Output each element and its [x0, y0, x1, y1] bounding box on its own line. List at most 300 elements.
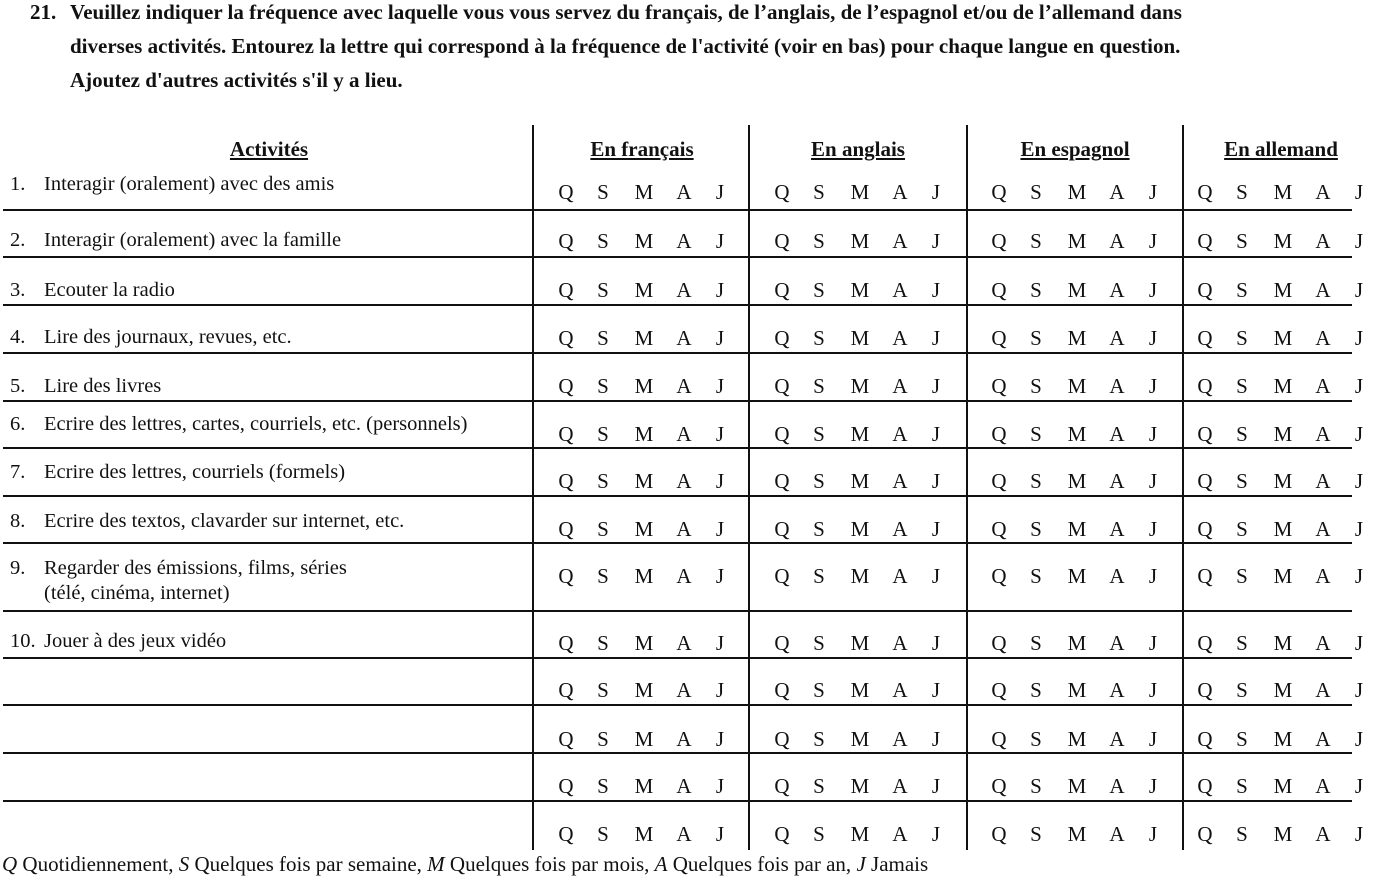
frequency-option-j[interactable]: J: [1148, 678, 1158, 702]
activity-label: [10, 278, 175, 303]
frequency-option-a[interactable]: A: [676, 678, 692, 702]
frequency-option-j[interactable]: J: [715, 564, 725, 588]
frequency-option-a[interactable]: A: [1109, 822, 1125, 846]
frequency-option-m[interactable]: M: [634, 564, 654, 588]
frequency-option-a[interactable]: A: [676, 229, 692, 253]
activity-number: 1.: [10, 173, 26, 195]
frequency-option-q[interactable]: Q: [991, 422, 1007, 446]
frequency-option-q[interactable]: Q: [558, 278, 574, 302]
legend-text: Quotidiennement,: [17, 852, 179, 876]
frequency-option-s[interactable]: S: [597, 229, 609, 253]
frequency-option-s[interactable]: S: [597, 564, 609, 588]
frequency-option-a[interactable]: A: [892, 469, 908, 493]
activity-label: [10, 509, 404, 534]
frequency-option-q[interactable]: Q: [991, 727, 1007, 751]
frequency-option-m[interactable]: M: [634, 278, 654, 302]
frequency-option-m[interactable]: M: [634, 422, 654, 446]
frequency-option-j[interactable]: J: [1354, 517, 1364, 541]
frequency-option-a[interactable]: A: [1109, 180, 1125, 204]
frequency-option-m[interactable]: M: [634, 774, 654, 798]
frequency-option-s[interactable]: S: [813, 631, 825, 655]
frequency-option-m[interactable]: M: [1067, 180, 1087, 204]
frequency-option-q[interactable]: Q: [1197, 631, 1213, 655]
frequency-option-s[interactable]: S: [1030, 422, 1042, 446]
frequency-option-m[interactable]: M: [1067, 517, 1087, 541]
row-divider: [3, 495, 1352, 497]
frequency-option-q[interactable]: Q: [774, 278, 790, 302]
frequency-option-j[interactable]: J: [931, 180, 941, 204]
frequency-option-s[interactable]: S: [597, 774, 609, 798]
frequency-option-s[interactable]: S: [1030, 517, 1042, 541]
frequency-option-s[interactable]: S: [1030, 180, 1042, 204]
frequency-option-s[interactable]: S: [1030, 564, 1042, 588]
frequency-option-s[interactable]: S: [1236, 517, 1248, 541]
frequency-option-q[interactable]: Q: [991, 678, 1007, 702]
frequency-option-s[interactable]: S: [1030, 469, 1042, 493]
frequency-option-m[interactable]: M: [1067, 631, 1087, 655]
frequency-option-m[interactable]: M: [1067, 229, 1087, 253]
frequency-option-j[interactable]: J: [931, 326, 941, 350]
frequency-option-m[interactable]: M: [850, 678, 870, 702]
frequency-option-m[interactable]: M: [850, 180, 870, 204]
frequency-option-m[interactable]: M: [1273, 374, 1293, 398]
frequency-option-a[interactable]: A: [1109, 229, 1125, 253]
frequency-option-m[interactable]: M: [1273, 631, 1293, 655]
frequency-option-q[interactable]: Q: [558, 180, 574, 204]
frequency-option-q[interactable]: Q: [774, 180, 790, 204]
frequency-option-m[interactable]: M: [850, 822, 870, 846]
frequency-option-q[interactable]: Q: [558, 564, 574, 588]
frequency-option-s[interactable]: S: [813, 517, 825, 541]
frequency-option-j[interactable]: J: [931, 822, 941, 846]
frequency-option-q[interactable]: Q: [1197, 822, 1213, 846]
activity-text: [44, 374, 161, 399]
frequency-option-q[interactable]: Q: [991, 631, 1007, 655]
frequency-option-a[interactable]: A: [1315, 278, 1331, 302]
frequency-option-s[interactable]: S: [813, 564, 825, 588]
frequency-option-s[interactable]: S: [597, 278, 609, 302]
frequency-option-m[interactable]: M: [1273, 229, 1293, 253]
frequency-option-a[interactable]: A: [1315, 374, 1331, 398]
frequency-option-a[interactable]: A: [1109, 564, 1125, 588]
frequency-option-a[interactable]: A: [892, 678, 908, 702]
frequency-option-q[interactable]: Q: [774, 564, 790, 588]
frequency-option-q[interactable]: Q: [558, 469, 574, 493]
frequency-option-a[interactable]: A: [1109, 326, 1125, 350]
frequency-option-m[interactable]: M: [1273, 774, 1293, 798]
frequency-option-s[interactable]: S: [1030, 278, 1042, 302]
frequency-option-m[interactable]: M: [1067, 374, 1087, 398]
frequency-option-s[interactable]: S: [813, 422, 825, 446]
frequency-option-j[interactable]: J: [715, 822, 725, 846]
frequency-option-j[interactable]: J: [931, 374, 941, 398]
frequency-option-a[interactable]: A: [1315, 727, 1331, 751]
frequency-option-a[interactable]: A: [1109, 278, 1125, 302]
frequency-option-m[interactable]: M: [850, 564, 870, 588]
frequency-option-m[interactable]: M: [1273, 180, 1293, 204]
frequency-option-q[interactable]: Q: [558, 774, 574, 798]
frequency-option-m[interactable]: M: [1273, 326, 1293, 350]
frequency-option-q[interactable]: Q: [991, 326, 1007, 350]
frequency-option-s[interactable]: S: [1236, 564, 1248, 588]
frequency-option-a[interactable]: A: [1315, 631, 1331, 655]
activity-text: [44, 629, 226, 654]
frequency-option-m[interactable]: M: [1067, 422, 1087, 446]
frequency-option-j[interactable]: J: [715, 326, 725, 350]
activity-text: [44, 460, 345, 485]
frequency-option-s[interactable]: S: [1236, 278, 1248, 302]
frequency-option-j[interactable]: J: [1148, 229, 1158, 253]
frequency-option-j[interactable]: J: [715, 180, 725, 204]
frequency-option-j[interactable]: J: [1354, 727, 1364, 751]
frequency-option-j[interactable]: J: [1354, 229, 1364, 253]
frequency-option-q[interactable]: Q: [991, 229, 1007, 253]
frequency-option-m[interactable]: M: [1273, 278, 1293, 302]
frequency-option-a[interactable]: A: [892, 229, 908, 253]
frequency-option-m[interactable]: M: [1273, 678, 1293, 702]
frequency-option-j[interactable]: J: [1148, 822, 1158, 846]
row-divider: [3, 542, 1352, 544]
frequency-option-s[interactable]: S: [1236, 422, 1248, 446]
frequency-option-a[interactable]: A: [892, 822, 908, 846]
frequency-option-q[interactable]: Q: [558, 326, 574, 350]
frequency-option-j[interactable]: J: [931, 422, 941, 446]
frequency-option-a[interactable]: A: [892, 180, 908, 204]
frequency-option-j[interactable]: J: [1354, 678, 1364, 702]
row-divider: [3, 752, 1352, 754]
frequency-option-a[interactable]: A: [892, 564, 908, 588]
frequency-option-j[interactable]: J: [931, 517, 941, 541]
frequency-option-q[interactable]: Q: [774, 678, 790, 702]
frequency-option-m[interactable]: M: [1273, 422, 1293, 446]
frequency-option-m[interactable]: M: [634, 631, 654, 655]
frequency-option-a[interactable]: A: [892, 278, 908, 302]
frequency-option-q[interactable]: Q: [991, 278, 1007, 302]
frequency-option-s[interactable]: S: [813, 180, 825, 204]
frequency-option-s[interactable]: S: [813, 678, 825, 702]
frequency-option-a[interactable]: A: [1315, 517, 1331, 541]
frequency-option-j[interactable]: J: [1354, 564, 1364, 588]
frequency-option-q[interactable]: Q: [774, 822, 790, 846]
frequency-option-s[interactable]: S: [813, 374, 825, 398]
frequency-option-a[interactable]: A: [676, 180, 692, 204]
frequency-option-q[interactable]: Q: [1197, 278, 1213, 302]
frequency-option-q[interactable]: Q: [558, 678, 574, 702]
frequency-option-a[interactable]: A: [892, 517, 908, 541]
frequency-option-j[interactable]: J: [1354, 631, 1364, 655]
frequency-option-s[interactable]: S: [597, 822, 609, 846]
frequency-option-q[interactable]: Q: [1197, 727, 1213, 751]
frequency-option-m[interactable]: M: [850, 326, 870, 350]
frequency-option-m[interactable]: M: [1067, 326, 1087, 350]
frequency-option-m[interactable]: M: [850, 374, 870, 398]
frequency-option-m[interactable]: M: [634, 374, 654, 398]
frequency-option-q[interactable]: Q: [1197, 678, 1213, 702]
frequency-option-m[interactable]: M: [1273, 564, 1293, 588]
frequency-option-a[interactable]: A: [892, 374, 908, 398]
frequency-option-j[interactable]: J: [1148, 374, 1158, 398]
frequency-option-m[interactable]: M: [850, 229, 870, 253]
frequency-option-m[interactable]: M: [634, 678, 654, 702]
frequency-option-q[interactable]: Q: [1197, 774, 1213, 798]
frequency-option-j[interactable]: J: [1148, 774, 1158, 798]
frequency-option-q[interactable]: Q: [1197, 517, 1213, 541]
frequency-option-a[interactable]: A: [892, 774, 908, 798]
frequency-option-s[interactable]: S: [1236, 180, 1248, 204]
frequency-option-j[interactable]: J: [1354, 422, 1364, 446]
frequency-option-a[interactable]: A: [676, 822, 692, 846]
frequency-option-j[interactable]: J: [1148, 564, 1158, 588]
frequency-option-s[interactable]: S: [597, 469, 609, 493]
frequency-option-s[interactable]: S: [1030, 774, 1042, 798]
frequency-option-a[interactable]: A: [1315, 822, 1331, 846]
frequency-option-a[interactable]: A: [676, 631, 692, 655]
frequency-option-a[interactable]: A: [1315, 469, 1331, 493]
frequency-option-m[interactable]: M: [1067, 822, 1087, 846]
frequency-option-m[interactable]: M: [1067, 278, 1087, 302]
frequency-option-a[interactable]: A: [676, 469, 692, 493]
frequency-option-q[interactable]: Q: [774, 774, 790, 798]
frequency-option-s[interactable]: S: [1236, 727, 1248, 751]
frequency-option-a[interactable]: A: [1109, 631, 1125, 655]
frequency-option-q[interactable]: Q: [991, 469, 1007, 493]
legend-key: Q: [2, 852, 18, 876]
frequency-option-j[interactable]: J: [715, 278, 725, 302]
frequency-option-q[interactable]: Q: [1197, 564, 1213, 588]
frequency-option-s[interactable]: S: [597, 678, 609, 702]
frequency-option-a[interactable]: A: [1109, 727, 1125, 751]
frequency-option-m[interactable]: M: [850, 517, 870, 541]
frequency-option-m[interactable]: M: [1067, 469, 1087, 493]
frequency-option-q[interactable]: Q: [558, 374, 574, 398]
frequency-option-m[interactable]: M: [850, 422, 870, 446]
frequency-option-s[interactable]: S: [1030, 727, 1042, 751]
frequency-option-j[interactable]: J: [715, 517, 725, 541]
frequency-option-j[interactable]: J: [931, 469, 941, 493]
frequency-option-q[interactable]: Q: [558, 422, 574, 446]
frequency-option-j[interactable]: J: [931, 564, 941, 588]
frequency-option-a[interactable]: A: [676, 374, 692, 398]
frequency-option-q[interactable]: Q: [558, 229, 574, 253]
frequency-option-j[interactable]: J: [1148, 180, 1158, 204]
frequency-option-q[interactable]: Q: [1197, 180, 1213, 204]
frequency-option-q[interactable]: Q: [991, 774, 1007, 798]
frequency-option-m[interactable]: M: [634, 822, 654, 846]
frequency-option-j[interactable]: J: [1148, 422, 1158, 446]
frequency-option-s[interactable]: S: [597, 727, 609, 751]
frequency-option-m[interactable]: M: [1273, 822, 1293, 846]
frequency-option-j[interactable]: J: [715, 374, 725, 398]
frequency-option-s[interactable]: S: [1030, 678, 1042, 702]
frequency-option-m[interactable]: M: [634, 229, 654, 253]
frequency-option-q[interactable]: Q: [991, 374, 1007, 398]
frequency-option-m[interactable]: M: [850, 278, 870, 302]
frequency-option-s[interactable]: S: [813, 278, 825, 302]
frequency-option-s[interactable]: S: [1236, 678, 1248, 702]
frequency-option-a[interactable]: A: [1109, 517, 1125, 541]
frequency-option-j[interactable]: J: [1354, 326, 1364, 350]
frequency-option-m[interactable]: M: [1273, 469, 1293, 493]
frequency-option-j[interactable]: J: [1354, 278, 1364, 302]
frequency-option-a[interactable]: A: [676, 774, 692, 798]
frequency-option-a[interactable]: A: [676, 278, 692, 302]
frequency-option-s[interactable]: S: [1236, 374, 1248, 398]
frequency-option-q[interactable]: Q: [1197, 326, 1213, 350]
frequency-option-q[interactable]: Q: [558, 822, 574, 846]
frequency-option-a[interactable]: A: [892, 631, 908, 655]
activity-text-line: (télé, cinéma, internet): [44, 582, 230, 604]
frequency-option-q[interactable]: Q: [774, 229, 790, 253]
frequency-option-a[interactable]: A: [1315, 326, 1331, 350]
frequency-option-j[interactable]: J: [715, 727, 725, 751]
frequency-option-a[interactable]: A: [676, 517, 692, 541]
frequency-option-m[interactable]: M: [850, 631, 870, 655]
frequency-option-q[interactable]: Q: [774, 422, 790, 446]
frequency-option-a[interactable]: A: [676, 727, 692, 751]
frequency-option-j[interactable]: J: [715, 422, 725, 446]
frequency-option-s[interactable]: S: [597, 422, 609, 446]
frequency-option-a[interactable]: A: [1109, 469, 1125, 493]
frequency-option-m[interactable]: M: [634, 727, 654, 751]
frequency-option-s[interactable]: S: [813, 326, 825, 350]
frequency-option-j[interactable]: J: [715, 229, 725, 253]
frequency-option-q[interactable]: Q: [774, 326, 790, 350]
header-language: En français: [590, 137, 694, 161]
frequency-option-a[interactable]: A: [1315, 678, 1331, 702]
frequency-option-q[interactable]: Q: [1197, 469, 1213, 493]
frequency-option-a[interactable]: A: [1315, 422, 1331, 446]
frequency-option-a[interactable]: A: [892, 422, 908, 446]
frequency-option-j[interactable]: J: [715, 631, 725, 655]
frequency-option-j[interactable]: J: [931, 631, 941, 655]
frequency-option-j[interactable]: J: [1354, 374, 1364, 398]
frequency-option-q[interactable]: Q: [1197, 422, 1213, 446]
frequency-option-q[interactable]: Q: [774, 374, 790, 398]
frequency-option-s[interactable]: S: [1030, 229, 1042, 253]
frequency-option-m[interactable]: M: [1067, 564, 1087, 588]
frequency-option-q[interactable]: Q: [991, 180, 1007, 204]
frequency-option-q[interactable]: Q: [1197, 229, 1213, 253]
frequency-option-a[interactable]: A: [1109, 678, 1125, 702]
row-divider: [3, 704, 1352, 706]
frequency-option-j[interactable]: J: [1354, 469, 1364, 493]
frequency-option-a[interactable]: A: [892, 326, 908, 350]
frequency-option-q[interactable]: Q: [774, 469, 790, 493]
frequency-option-q[interactable]: Q: [1197, 374, 1213, 398]
frequency-option-a[interactable]: A: [892, 727, 908, 751]
frequency-option-s[interactable]: S: [813, 229, 825, 253]
frequency-option-m[interactable]: M: [1273, 727, 1293, 751]
frequency-option-j[interactable]: J: [1354, 774, 1364, 798]
frequency-option-m[interactable]: M: [634, 180, 654, 204]
legend-key: J: [856, 852, 866, 876]
frequency-option-q[interactable]: Q: [991, 822, 1007, 846]
frequency-option-a[interactable]: A: [1315, 229, 1331, 253]
frequency-option-s[interactable]: S: [813, 469, 825, 493]
frequency-option-s[interactable]: S: [1030, 374, 1042, 398]
frequency-option-s[interactable]: S: [1030, 822, 1042, 846]
frequency-option-j[interactable]: J: [931, 678, 941, 702]
frequency-option-j[interactable]: J: [715, 774, 725, 798]
frequency-option-j[interactable]: J: [715, 469, 725, 493]
frequency-legend: [2, 852, 928, 877]
frequency-option-s[interactable]: S: [1236, 326, 1248, 350]
frequency-option-a[interactable]: A: [676, 326, 692, 350]
frequency-option-a[interactable]: A: [1315, 774, 1331, 798]
frequency-option-m[interactable]: M: [634, 469, 654, 493]
row-divider: [3, 256, 1352, 258]
frequency-option-j[interactable]: J: [931, 774, 941, 798]
frequency-option-s[interactable]: S: [813, 822, 825, 846]
frequency-option-m[interactable]: M: [1273, 517, 1293, 541]
frequency-option-s[interactable]: S: [597, 631, 609, 655]
frequency-option-a[interactable]: A: [676, 422, 692, 446]
frequency-option-j[interactable]: J: [1148, 278, 1158, 302]
frequency-option-s[interactable]: S: [1236, 631, 1248, 655]
frequency-option-j[interactable]: J: [1148, 469, 1158, 493]
frequency-option-j[interactable]: J: [1148, 517, 1158, 541]
frequency-option-q[interactable]: Q: [558, 517, 574, 541]
frequency-option-s[interactable]: S: [597, 517, 609, 541]
frequency-option-q[interactable]: Q: [991, 564, 1007, 588]
frequency-option-j[interactable]: J: [931, 727, 941, 751]
frequency-option-a[interactable]: A: [1315, 564, 1331, 588]
frequency-option-j[interactable]: J: [1354, 822, 1364, 846]
frequency-option-a[interactable]: A: [1315, 180, 1331, 204]
frequency-option-j[interactable]: J: [1148, 326, 1158, 350]
frequency-option-q[interactable]: Q: [774, 517, 790, 541]
frequency-option-s[interactable]: S: [1030, 631, 1042, 655]
frequency-option-s[interactable]: S: [813, 727, 825, 751]
frequency-option-m[interactable]: M: [850, 469, 870, 493]
frequency-option-m[interactable]: M: [634, 517, 654, 541]
frequency-option-s[interactable]: S: [1030, 326, 1042, 350]
frequency-option-m[interactable]: M: [1067, 678, 1087, 702]
frequency-option-s[interactable]: S: [1236, 774, 1248, 798]
frequency-option-s[interactable]: S: [1236, 822, 1248, 846]
frequency-option-a[interactable]: A: [1109, 422, 1125, 446]
frequency-option-s[interactable]: S: [597, 374, 609, 398]
frequency-option-s[interactable]: S: [1236, 229, 1248, 253]
frequency-option-q[interactable]: Q: [558, 727, 574, 751]
question-line-1: Veuillez indiquer la fréquence avec laquelle vous vous servez du français, de l’anglais, de l’espagnol et/ou de l’allemand dans: [70, 0, 1182, 24]
frequency-option-j[interactable]: J: [715, 678, 725, 702]
frequency-option-m[interactable]: M: [1067, 727, 1087, 751]
frequency-option-m[interactable]: M: [1067, 774, 1087, 798]
frequency-option-a[interactable]: A: [1109, 374, 1125, 398]
frequency-option-q[interactable]: Q: [774, 727, 790, 751]
frequency-option-q[interactable]: Q: [774, 631, 790, 655]
frequency-option-j[interactable]: J: [1148, 727, 1158, 751]
frequency-option-m[interactable]: M: [634, 326, 654, 350]
question-number: 21.: [30, 0, 57, 24]
frequency-option-j[interactable]: J: [1354, 180, 1364, 204]
frequency-option-a[interactable]: A: [676, 564, 692, 588]
frequency-option-m[interactable]: M: [850, 774, 870, 798]
frequency-option-q[interactable]: Q: [991, 517, 1007, 541]
frequency-option-m[interactable]: M: [850, 727, 870, 751]
frequency-option-s[interactable]: S: [813, 774, 825, 798]
frequency-option-q[interactable]: Q: [558, 631, 574, 655]
frequency-option-a[interactable]: A: [1109, 774, 1125, 798]
frequency-option-s[interactable]: S: [1236, 469, 1248, 493]
frequency-option-s[interactable]: S: [597, 180, 609, 204]
frequency-option-j[interactable]: J: [1148, 631, 1158, 655]
frequency-option-j[interactable]: J: [931, 229, 941, 253]
frequency-option-s[interactable]: S: [597, 326, 609, 350]
frequency-option-j[interactable]: J: [931, 278, 941, 302]
activity-number: 9.: [10, 557, 26, 579]
